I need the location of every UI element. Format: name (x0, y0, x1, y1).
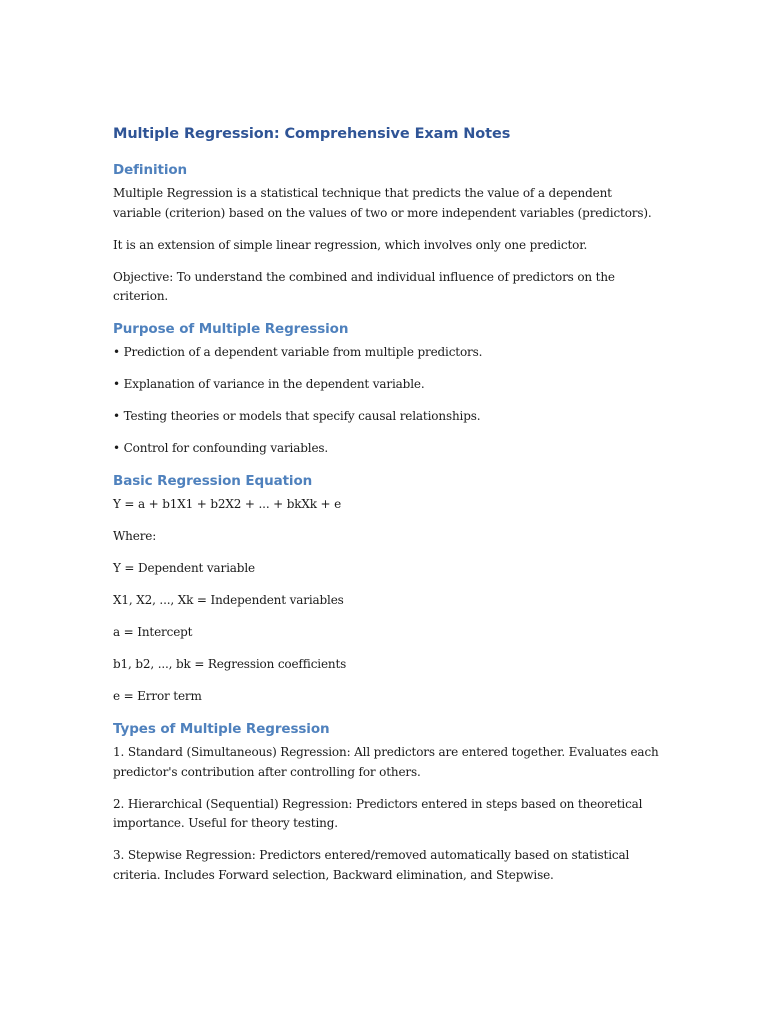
bullet-item: • Control for confounding variables. (113, 441, 329, 455)
bullet-item: • Testing theories or models that specify causal relationships. (113, 409, 481, 423)
definition-item: X1, X2, ..., Xk = Independent variables (113, 593, 344, 607)
definition-item: b1, b2, ..., bk = Regression coefficients (113, 657, 347, 671)
document-title: Multiple Regression: Comprehensive Exam Notes (113, 126, 511, 142)
definition-item: a = Intercept (113, 625, 193, 639)
paragraph: It is an extension of simple linear regression, which involves only one predictor. (113, 237, 588, 252)
section-heading: Definition (113, 162, 188, 178)
bullet-item: • Explanation of variance in the dependent variable. (113, 377, 425, 391)
numbered-item: 3. Stepwise Regression: Predictors entered/removed automatically based on statistical criteria. Includes Forward selection, Backward elimination, and Stepwise. (113, 848, 630, 882)
numbered-item: 1. Standard (Simultaneous) Regression: All predictors are entered together. Evaluates each predictor's contribution after controlling for others. (113, 745, 659, 779)
section-heading: Types of Multiple Regression (113, 721, 330, 737)
numbered-item: 2. Hierarchical (Sequential) Regression: Predictors entered in steps based on theoretical importance. Useful for theory testing. (113, 796, 643, 830)
definition-item: e = Error term (113, 689, 202, 703)
section-types (113, 719, 661, 885)
document-page (113, 122, 661, 898)
definition-item: Y = Dependent variable (113, 561, 255, 575)
bullet-item: • Prediction of a dependent variable from multiple predictors. (113, 345, 483, 359)
equation: Y = a + b1X1 + b2X2 + ... + bkXk + e (113, 497, 342, 511)
section-heading: Basic Regression Equation (113, 473, 313, 489)
section-definition (113, 160, 661, 307)
section-heading: Purpose of Multiple Regression (113, 321, 349, 337)
paragraph: Objective: To understand the combined and individual influence of predictors on the criterion. (113, 269, 615, 303)
paragraph: Where: (113, 529, 157, 543)
section-purpose (113, 319, 661, 459)
section-equation (113, 471, 661, 707)
paragraph: Multiple Regression is a statistical technique that predicts the value of a dependent variable (criterion) based on the values of two or more independent variables (predictors). (113, 186, 652, 220)
